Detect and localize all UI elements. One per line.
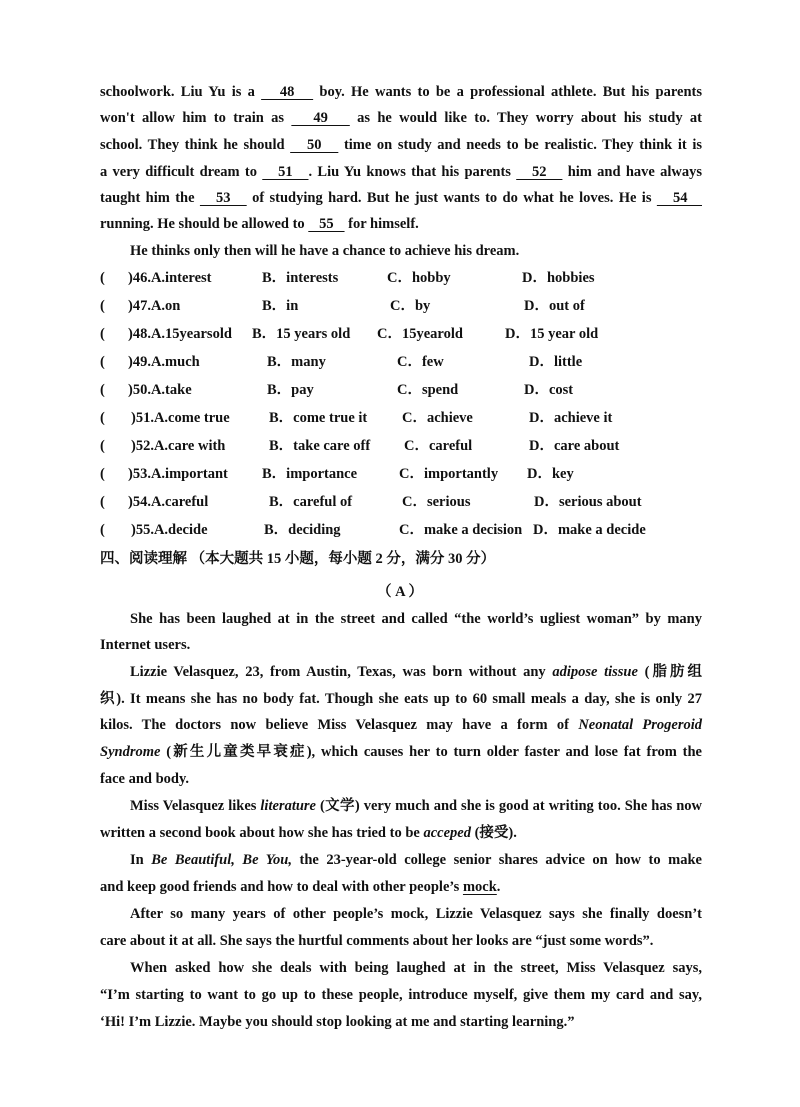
option-b: B．deciding (264, 522, 341, 538)
option-c: C．hobby (387, 270, 451, 286)
passage-line (130, 850, 702, 870)
italic-term: Syndrome (100, 744, 161, 760)
option-b: B．careful of (269, 494, 353, 510)
option-c: C．by (390, 298, 431, 314)
option-d: D．make a decide (533, 522, 646, 538)
passage-line: She has been laughed at in the street and called “the world’s ugliest woman” by many (130, 611, 702, 627)
text: (新生儿童类早衰症), which causes her to turn older faster and lose fat from the (160, 744, 702, 760)
passage-line (100, 715, 702, 735)
option-c: C．careful (404, 438, 473, 454)
text: time on study and needs to be realistic. They think it is (338, 137, 702, 153)
option-a: )53.A.important (128, 466, 228, 482)
option-a: )47.A.on (128, 298, 181, 314)
blank-52: 52 (516, 164, 563, 180)
passage-line: When asked how she deals with being laughed at in the street, Miss Velasquez says, (130, 960, 702, 976)
italic-term: adipose tissue (552, 664, 638, 680)
cloze-line-5 (100, 188, 702, 208)
passage-line: care about it at all. She says the hurtful comments about her looks are “just some words”. (100, 933, 654, 949)
option-a: )54.A.careful (128, 494, 209, 510)
text: boy. He wants to be a professional athlete. But his parents (313, 84, 703, 100)
text: the 23-year-old college senior shares advice on how to make (291, 852, 702, 868)
cloze-line-2 (100, 108, 702, 128)
text: Lizzie Velasquez, 23, from Austin, Texas, was born without any (130, 664, 553, 680)
italic-term: literature (260, 798, 316, 814)
blank-51: 51 (262, 164, 309, 180)
option-d: D．out of (524, 298, 585, 314)
cloze-line-6 (100, 214, 702, 234)
text: school. They think he should (100, 137, 291, 153)
option-b: B．importance (262, 466, 358, 482)
text: (脂肪组 (637, 664, 702, 680)
option-a: )55.A.decide (131, 522, 208, 538)
blank-53: 53 (199, 190, 247, 206)
passage-line (100, 742, 702, 762)
option-d: D．serious about (534, 494, 642, 510)
option-a: )51.A.come true (131, 410, 230, 426)
passage-line (100, 877, 702, 897)
text: taught him the (100, 190, 200, 206)
text: won't allow him to train as (100, 110, 292, 126)
option-d: D．15 year old (505, 326, 599, 342)
passage-line: face and body. (100, 771, 190, 787)
answer-paren: ( (100, 438, 105, 454)
text: (文学) very much and she is good at writing too. She has now (316, 798, 703, 814)
answer-paren: ( (100, 494, 105, 510)
answer-paren: ( (100, 522, 105, 538)
text: of studying hard. But he just wants to do what he loves. He is (246, 190, 657, 206)
passage-line (130, 662, 702, 682)
text: Miss Velasquez likes (130, 798, 261, 814)
option-c: C．achieve (402, 410, 473, 426)
option-b: B．come true it (269, 410, 368, 426)
italic-term: Neonatal Progeroid (578, 717, 703, 733)
text: . (496, 879, 501, 895)
text: and keep good friends and how to deal with other people’s (100, 879, 463, 895)
blank-54: 54 (656, 190, 702, 206)
blank-50: 50 (290, 137, 339, 153)
option-b: B．pay (267, 382, 314, 398)
option-b: B．in (262, 298, 299, 314)
text: . Liu Yu knows that his parents (308, 164, 517, 180)
option-a: )48.A.15yearsold (128, 326, 232, 342)
answer-paren: ( (100, 354, 105, 370)
text: a very difficult dream to (100, 164, 263, 180)
option-c: C．few (397, 354, 444, 370)
text: running. He should be allowed to (100, 216, 309, 232)
text: for himself. (344, 216, 419, 232)
cloze-line-1 (100, 82, 702, 102)
blank-49: 49 (291, 110, 350, 126)
blank-55: 55 (308, 216, 345, 232)
option-b: B．15 years old (252, 326, 351, 342)
text: written a second book about how she has tried to be (100, 825, 424, 841)
option-b: B．take care off (269, 438, 371, 454)
answer-paren: ( (100, 466, 105, 482)
cloze-line-7: He thinks only then will he have a chance to achieve his dream. (130, 243, 520, 259)
passage-line: “I’m starting to want to go up to these people, introduce myself, give them my card and say, (100, 987, 702, 1003)
answer-paren: ( (100, 382, 105, 398)
option-b: B．many (267, 354, 326, 370)
blank-48: 48 (261, 84, 314, 100)
passage-line (130, 796, 702, 816)
answer-paren: ( (100, 326, 105, 342)
text: schoolwork. Liu Yu is a (100, 84, 262, 100)
option-d: D．achieve it (529, 410, 613, 426)
option-d: D．cost (524, 382, 574, 398)
answer-paren: ( (100, 410, 105, 426)
passage-label: （ A ） (377, 584, 423, 600)
passage-line: Internet users. (100, 637, 191, 653)
option-b: B．interests (262, 270, 339, 286)
passage-line (100, 823, 702, 843)
option-d: D．key (527, 466, 574, 482)
option-c: C．spend (397, 382, 459, 398)
passage-line: After so many years of other people’s mock, Lizzie Velasquez says she finally doesn’t (130, 906, 702, 922)
underlined-word: mock (462, 879, 497, 895)
text: as he would like to. They worry about his study at (349, 110, 703, 126)
book-title: Be Beautiful, Be You, (151, 852, 292, 868)
option-d: D．care about (529, 438, 620, 454)
text: In (130, 852, 152, 868)
option-d: D．little (529, 354, 583, 370)
text: kilos. The doctors now believe Miss Velasquez may have a form of (100, 717, 579, 733)
passage-line: ‘Hi! I’m Lizzie. Maybe you should stop looking at me and starting learning.” (100, 1014, 575, 1030)
option-a: )50.A.take (128, 382, 192, 398)
passage-line: 织). It means she has no body fat. Though she eats up to 60 small meals a day, she is only 27 (100, 691, 702, 707)
option-c: C．15yearold (377, 326, 463, 342)
option-a: )52.A.care with (131, 438, 226, 454)
text: (接受). (470, 825, 517, 841)
italic-term: acceped (423, 825, 471, 841)
option-d: D．hobbies (522, 270, 595, 286)
option-c: C．make a decision (399, 522, 523, 538)
text: him and have always (562, 164, 703, 180)
option-a: )46.A.interest (128, 270, 212, 286)
section-heading: 四、阅读理解 （本大题共 15 小题，每小题 2 分，满分 30 分） (100, 551, 496, 567)
option-c: C．importantly (399, 466, 499, 482)
cloze-line-3 (100, 135, 702, 155)
answer-paren: ( (100, 298, 105, 314)
cloze-line-4 (100, 162, 702, 182)
option-c: C．serious (402, 494, 471, 510)
option-a: )49.A.much (128, 354, 200, 370)
answer-paren: ( (100, 270, 105, 286)
